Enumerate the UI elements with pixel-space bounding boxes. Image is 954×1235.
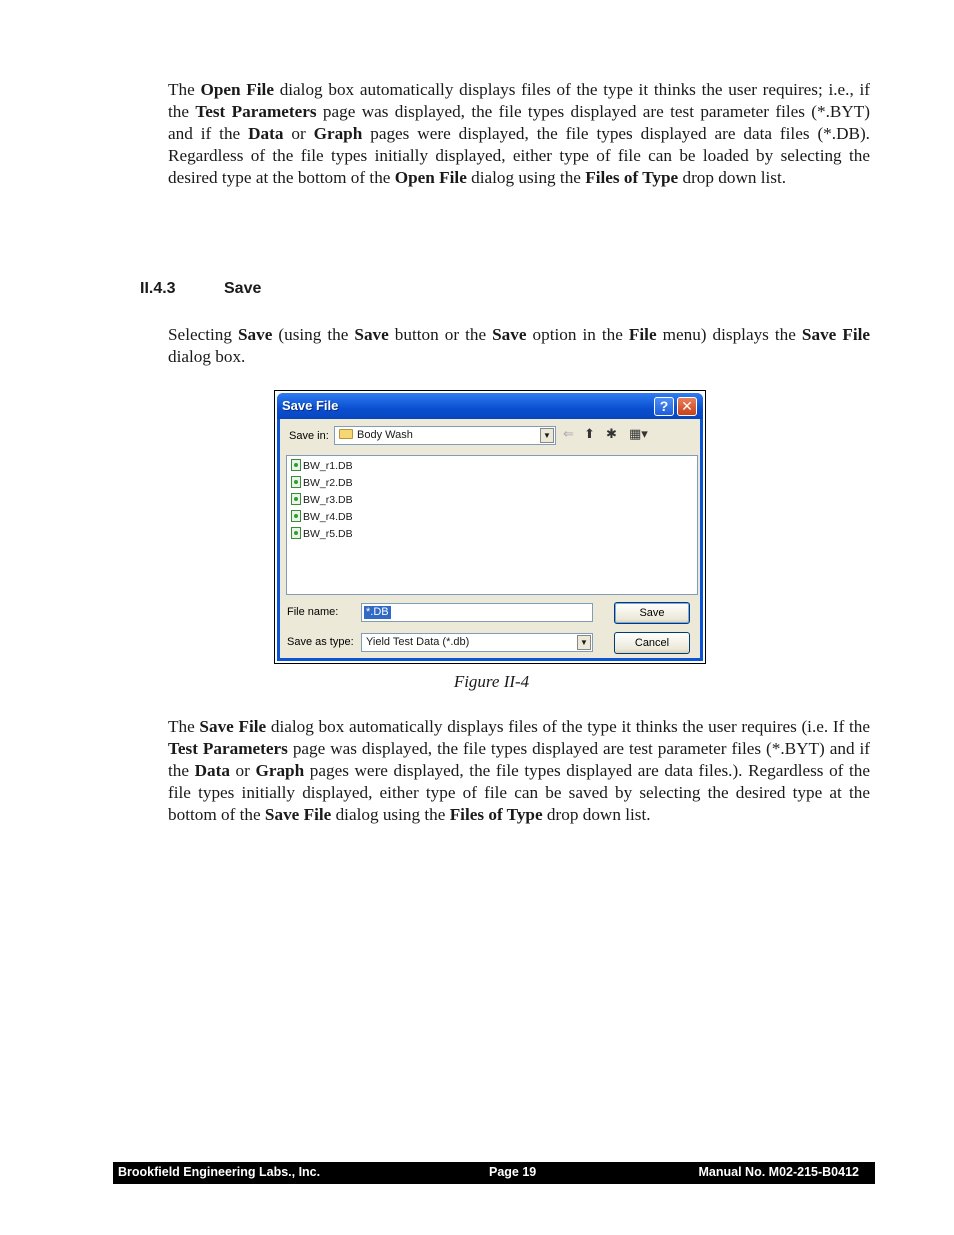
- list-item[interactable]: BW_r1.DB: [291, 459, 353, 474]
- section-title: Save: [224, 280, 262, 297]
- new-folder-icon[interactable]: ✱: [606, 427, 617, 442]
- list-item[interactable]: BW_r5.DB: [291, 527, 353, 542]
- close-icon[interactable]: ✕: [677, 397, 697, 416]
- save-button[interactable]: Save: [614, 602, 690, 624]
- footer-page-number: Page 19: [489, 1165, 537, 1179]
- file-icon: [291, 493, 301, 505]
- list-item[interactable]: BW_r4.DB: [291, 510, 353, 525]
- page-footer: [113, 1162, 875, 1184]
- outro-paragraph: The Save File dialog box automatically displays files of the type it thinks the user requires (i.e. If the Test Parameters page was displayed, the file types displayed are test parameter files (*.BYT) and if the Data or Graph pages were displayed, the file types displayed are data files.). Regardless of the file types initially displayed, either type of file can be saved by selecting the desired type at the bottom of the Save File dialog using the Files of Type drop down list.: [168, 717, 871, 824]
- save-as-type-value: Yield Test Data (*.db): [366, 636, 470, 648]
- file-name-input[interactable]: [361, 603, 593, 622]
- footer-company: Brookfield Engineering Labs., Inc.: [118, 1165, 321, 1179]
- intro-paragraph: The Open File dialog box automatically displays files of the type it thinks the user requires; i.e., if the Test Parameters page was displayed, the file types displayed are test parameter files (*.BYT) and if the Data or Graph pages were displayed, the file types displayed are data files (*.DB). Regardless of the file types initially displayed, either type of file can be loaded by selecting the desired type at the bottom of the Open File dialog using the Files of Type drop down list.: [168, 80, 871, 187]
- folder-icon: [339, 429, 353, 439]
- section-number: II.4.3: [140, 280, 176, 297]
- save-paragraph: Selecting Save (using the Save button or the Save option in the File menu) displays the Save File dialog box.: [168, 325, 870, 366]
- chevron-down-icon[interactable]: ▼: [577, 635, 591, 650]
- list-item[interactable]: BW_r2.DB: [291, 476, 353, 491]
- figure-save-file-dialog: [274, 390, 706, 664]
- up-folder-icon[interactable]: ⬆: [584, 427, 595, 442]
- save-in-value: Body Wash: [357, 429, 413, 441]
- view-menu-icon[interactable]: ▦▾: [629, 427, 648, 442]
- dialog-client-area: [280, 419, 700, 658]
- footer-manual-number: Manual No. M02-215-B0412: [698, 1165, 859, 1179]
- save-file-dialog: [277, 393, 703, 661]
- back-arrow-icon[interactable]: ⇐: [563, 427, 574, 442]
- figure-caption: Figure II-4: [453, 672, 530, 691]
- save-in-combo[interactable]: [334, 426, 556, 445]
- save-as-type-select[interactable]: [361, 633, 593, 652]
- dialog-title: Save File: [282, 398, 339, 413]
- dialog-titlebar[interactable]: [277, 393, 703, 419]
- help-icon[interactable]: ?: [654, 397, 674, 416]
- file-icon: [291, 527, 301, 539]
- file-icon: [291, 459, 301, 471]
- file-name-value: *.DB: [366, 606, 389, 618]
- file-name-label: File name:: [287, 606, 339, 618]
- file-icon: [291, 510, 301, 522]
- chevron-down-icon[interactable]: ▼: [540, 428, 554, 443]
- section-heading: [140, 280, 261, 298]
- file-icon: [291, 476, 301, 488]
- save-as-type-label: Save as type:: [287, 636, 354, 648]
- list-item[interactable]: BW_r3.DB: [291, 493, 353, 508]
- file-list[interactable]: [286, 455, 698, 595]
- cancel-button[interactable]: Cancel: [614, 632, 690, 654]
- save-in-label: Save in:: [289, 430, 329, 442]
